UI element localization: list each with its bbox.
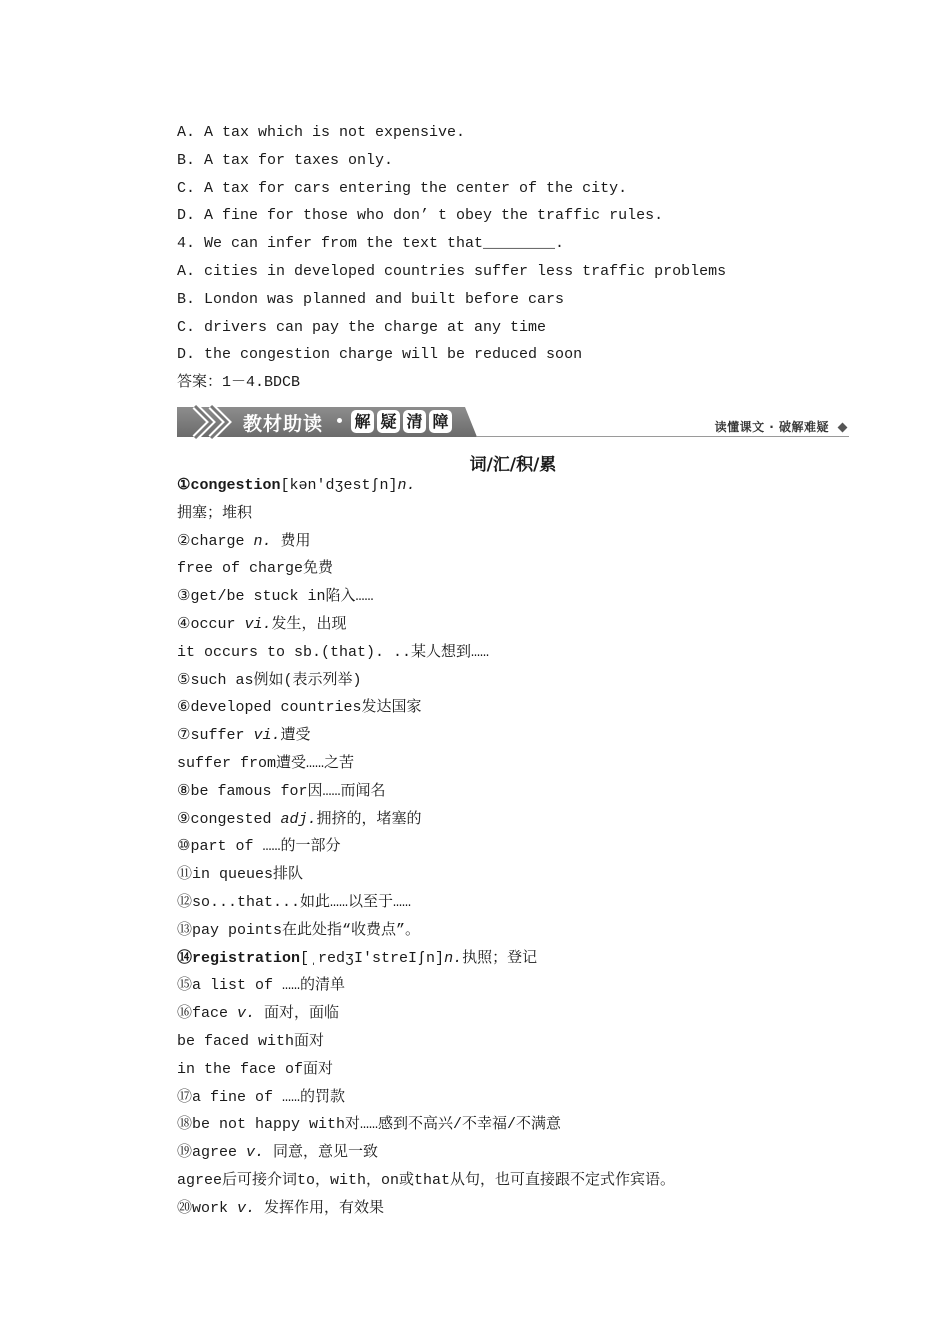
vocab-item: ⑩part of ……的一部分 [177,838,341,856]
vocab-phrase: suffer from遭受……之苦 [177,754,355,772]
vocab-item: ③get/be stuck in陷入…… [177,588,374,606]
vocab-item [177,472,857,500]
section-banner [177,404,849,440]
diamond-icon [838,423,848,433]
option-d: D. A fine for those who don’ t obey the traffic rules. [177,207,664,225]
vocab-item: ⑧be famous for因……而闻名 [177,782,386,800]
vocab-item [177,806,857,834]
phonetic: [kən'dʒestʃn] [280,477,398,494]
question-4: 4. We can infer from the text that________. [177,235,565,253]
question-block [177,119,857,397]
bullet-dot-icon [337,418,342,423]
banner-badge: 障 [429,410,452,433]
option-a: A. A tax which is not expensive. [177,124,466,141]
vocab-item: ⑬pay points在此处指“收费点”。 [177,921,421,939]
vocab-item [177,611,857,639]
vocab-phrase: free of charge免费 [177,560,334,578]
option-c: C. drivers can pay the charge at any time [177,318,547,336]
vocab-phrase: in the face of面对 [177,1060,334,1078]
banner-title: 教材助读 [243,413,324,435]
vocab-word: ⑨congested [177,810,281,828]
vocab-item: ⑤such as例如(表示列举) [177,671,362,689]
vocab-meaning: 拥挤的，堵塞的 [316,810,422,828]
vocab-meaning: 发生，出现 [271,615,347,633]
option-b: B. A tax for taxes only. [177,151,394,169]
banner-badge: 疑 [377,410,400,433]
vocab-word: ⑯face [177,1005,238,1023]
vocab-meaning: 执照；登记 [462,949,538,967]
double-chevron-icon [191,404,237,440]
phonetic: [ˌredʒI'streIʃn] [300,949,445,967]
vocab-item: ⑱be not happy with对……感到不高兴/不幸福/不满意 [177,1116,562,1134]
vocab-word: ⑦suffer [177,727,254,745]
banner-badge: 解 [351,410,374,433]
part-of-speech: v. [237,1199,256,1217]
banner-badges [351,410,452,433]
vocab-phrase: be faced with面对 [177,1032,325,1050]
vocab-item: ⑰a fine of ……的罚款 [177,1088,346,1106]
part-of-speech: n. [253,532,272,550]
vocab-item: ⑫so...that...如此……以至于…… [177,893,412,911]
part-of-speech: n. [397,477,416,494]
vocab-word: ⑭registration [177,949,301,967]
vocab-meaning: 同意，意见一致 [264,1144,379,1162]
part-of-speech: n. [444,949,463,967]
option-d: D. the congestion charge will be reduced soon [177,346,583,364]
part-of-speech: adj. [280,810,317,828]
vocab-word: ⑲agree [177,1144,247,1162]
vocab-meaning: 发挥作用，有效果 [255,1199,385,1217]
vocab-word: ④occur [177,615,245,633]
vocab-item [177,945,857,973]
part-of-speech: v. [246,1144,265,1162]
option-c: C. A tax for cars entering the center of the city. [177,179,628,197]
vocab-meaning: 费用 [271,532,311,550]
vocab-word: ⑳work [177,1199,238,1217]
banner-rule [477,436,849,437]
part-of-speech: v. [237,1005,256,1023]
vocab-item [177,528,857,556]
part-of-speech: vi. [253,727,281,745]
part-of-speech: vi. [244,615,272,633]
banner-subtitle: 读懂课文 · 破解难疑 [714,420,829,434]
vocab-meaning: 拥塞；堆积 [177,504,253,522]
vocab-note: agree后可接介词to，with，on或that从句，也可直接跟不定式作宾语。 [177,1171,676,1189]
vocab-item: ⑮a list of ……的清单 [177,977,346,995]
vocab-item [177,1139,857,1167]
vocab-meaning: 面对，面临 [255,1005,340,1023]
vocab-word: ①congestion [177,477,281,494]
option-b: B. London was planned and built before cars [177,290,565,308]
section-title: 词/汇/积/累 [469,455,557,475]
vocab-item: ⑥developed countries发达国家 [177,699,422,717]
vocab-list [177,472,857,1223]
vocab-item [177,1195,857,1223]
vocab-phrase: it occurs to sb.(that). ..某人想到…… [177,643,490,661]
vocab-item: ⑪in queues排队 [177,866,304,884]
vocab-meaning: 遭受 [280,727,311,745]
banner-badge: 清 [403,410,426,433]
vocab-item [177,1000,857,1028]
vocab-item [177,722,857,750]
option-a: A. cities in developed countries suffer less traffic problems [177,262,727,280]
answer-key: 答案：1－4.BDCB [177,374,301,392]
vocab-word: ②charge [177,532,254,550]
